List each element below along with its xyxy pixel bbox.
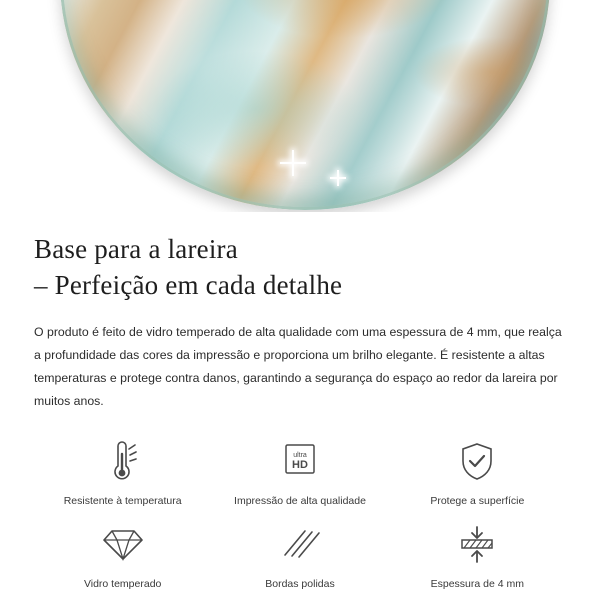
glass-plate-image — [60, 0, 550, 210]
shield-check-icon — [456, 439, 498, 485]
polished-edges-icon — [279, 522, 321, 568]
feature-grid — [34, 439, 566, 592]
feature-label: Resistente à temperatura — [63, 494, 182, 507]
page-title — [34, 232, 566, 303]
hero-image — [0, 0, 600, 212]
content-area — [0, 212, 600, 592]
thermometer-icon — [102, 439, 144, 485]
ultra-hd-icon — [278, 439, 322, 485]
ultra-hd-badge-top: ultra — [293, 451, 307, 459]
feature-item — [211, 522, 388, 592]
thickness-arrows-icon — [454, 522, 500, 568]
feature-label: Espessura de 4 mm — [430, 578, 524, 591]
headline-line-2: – Perfeição em cada detalhe — [34, 269, 343, 300]
diamond-icon — [101, 522, 145, 568]
feature-item — [34, 439, 211, 509]
feature-item — [389, 439, 566, 509]
feature-item — [389, 522, 566, 592]
feature-label: Protege a superfície — [430, 494, 525, 507]
ultra-hd-badge-bottom: HD — [292, 458, 308, 471]
headline-line-1: Base para a lareira — [34, 234, 238, 264]
body-paragraph: O produto é feito de vidro temperado de alta qualidade com uma espessura de 4 mm, que realça a profundidade das cores da impressão e proporciona um brilho elegante. É resistente a altas temperaturas e protege contra danos, garantindo a segurança do espaço ao redor da lareira por muitos anos. — [34, 325, 562, 408]
feature-label: Bordas polidas — [265, 578, 335, 591]
feature-label: Impressão de alta qualidade — [234, 494, 366, 507]
feature-label: Vidro temperado — [83, 578, 162, 591]
feature-item — [211, 439, 388, 509]
feature-item — [34, 522, 211, 592]
